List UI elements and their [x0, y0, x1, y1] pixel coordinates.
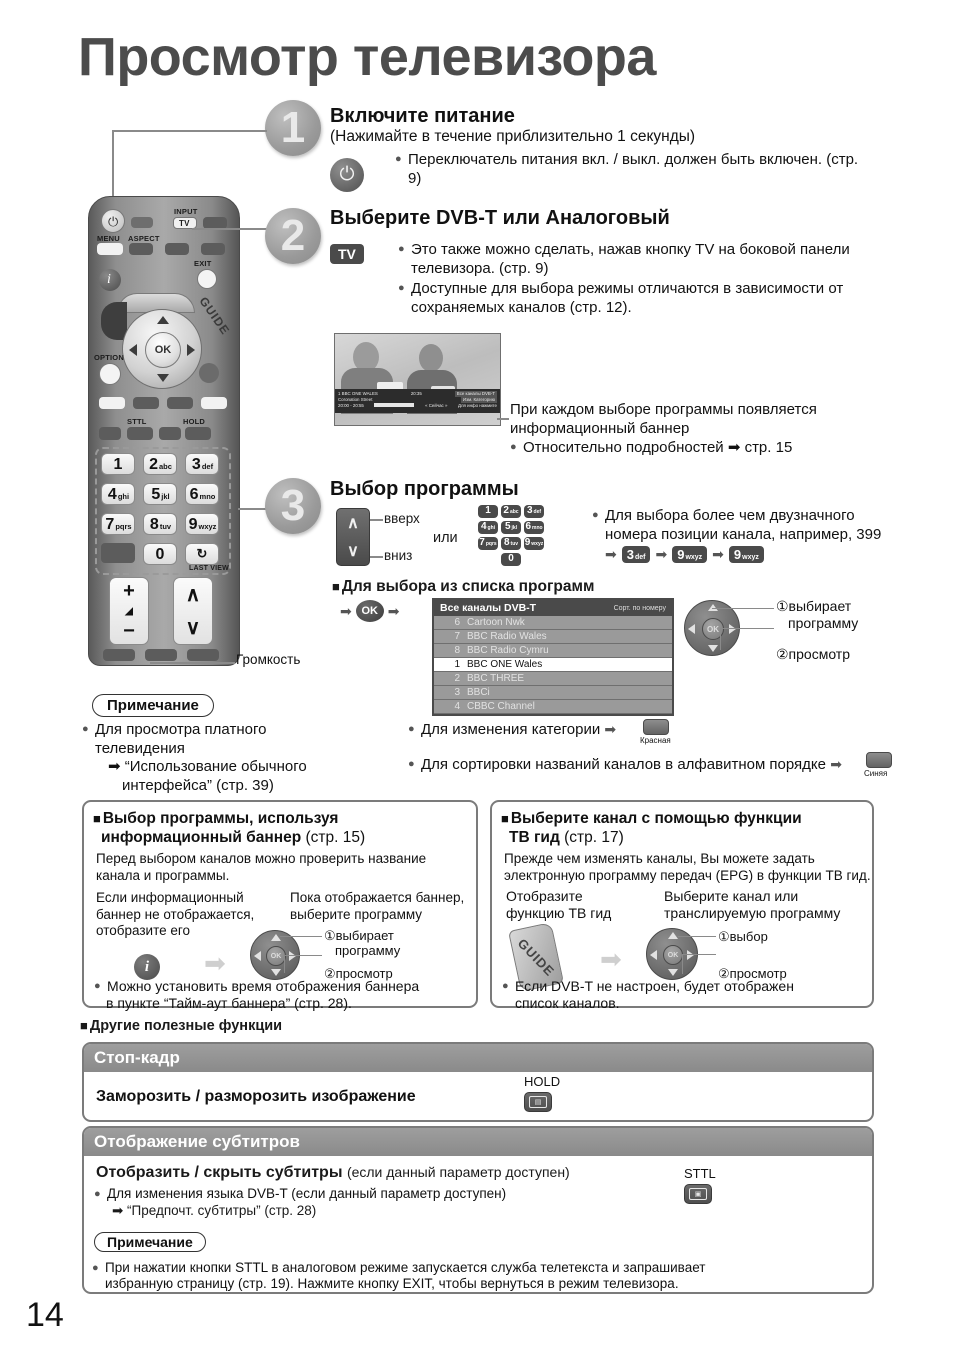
mini-key-8[interactable]: 8 tuv: [501, 537, 521, 550]
section-freeze-title: Стоп-кадр: [84, 1044, 872, 1072]
step-3-heading: Выбор программы: [330, 478, 519, 500]
ok-button-icon[interactable]: OK: [356, 600, 384, 622]
volume-icon: ◢: [125, 605, 133, 617]
table-row[interactable]: [434, 686, 672, 700]
remote-color-key-2[interactable]: [133, 397, 159, 409]
sttl-key-caption: STTL: [684, 1166, 716, 1181]
banner-note-line-2: информационный баннер: [510, 420, 690, 437]
connector-volume: [150, 662, 235, 664]
step-3-badge: 3: [265, 478, 321, 534]
note-left-sub-1: ➡ “Использование обычного: [108, 758, 307, 775]
remote-tv-label: TV: [179, 219, 190, 228]
multidigit-key-sequence: [605, 546, 764, 563]
dpad-ok-button[interactable]: OK: [145, 332, 181, 368]
tv-key-label: TV: [330, 244, 364, 264]
banner-now: « Сейчас »: [425, 403, 448, 408]
banner-info-hint: Для инфо нажмите: [458, 403, 497, 408]
mini-key-9[interactable]: 9 wxyz: [524, 537, 544, 548]
remote-bottom-key-3[interactable]: [187, 649, 219, 661]
arrow-icon: ➡: [387, 602, 400, 619]
remote-option-button[interactable]: [99, 363, 121, 385]
seq-key-9b[interactable]: 9 $_{wxyz}$: [729, 546, 764, 563]
arrow-icon: ➡: [204, 948, 226, 978]
dpad-left-icon[interactable]: [688, 624, 695, 634]
subtitles-bullets: ● Для изменения языка DVB-T (если данный параметр доступен): [94, 1186, 694, 1203]
box-banner-info-icon[interactable]: [134, 954, 160, 980]
remote-volume-button[interactable]: [109, 577, 149, 645]
row-name: BBC ONE Wales: [467, 659, 543, 670]
step-1-bullet-1: ● Переключатель питания вкл. / выкл. должен быть включен. (стр. 9): [395, 150, 875, 188]
dpad-down-icon[interactable]: [271, 969, 281, 976]
row-number: 7: [454, 631, 460, 642]
dpad-up-icon[interactable]: [668, 932, 678, 939]
key-digit: 0: [155, 546, 165, 563]
dpad-ok-button[interactable]: OK: [266, 946, 286, 966]
page-title: Просмотр телевизора: [78, 27, 656, 87]
remote-key-9[interactable]: [185, 513, 219, 535]
banner-time: 20:35: [410, 391, 422, 396]
seq-key-9a[interactable]: 9 $_{wxyz}$: [672, 546, 707, 563]
subtitles-note-title: Примечание: [94, 1232, 206, 1252]
remote-control: [88, 196, 240, 666]
step-3-or-label: или: [433, 530, 458, 546]
key-digit: 8: [149, 516, 159, 533]
channel-down-arrow-icon[interactable]: ∨: [347, 543, 359, 560]
step-3-list-heading: ■ Для выбора из списка программ: [332, 578, 594, 596]
remote-option-label: OPTION: [94, 353, 124, 362]
row-number: 3: [454, 687, 460, 698]
remote-unlabeled-3[interactable]: [165, 243, 189, 255]
channel-updown-key[interactable]: [336, 508, 370, 566]
banner-program: Coronation Street: [338, 397, 373, 402]
step-1-heading: Включите питание: [330, 105, 515, 127]
table-row[interactable]: [434, 672, 672, 686]
section-subtitles: [82, 1126, 874, 1294]
channel-list-sort: Сорт. по номеру: [613, 604, 666, 612]
step-1-subheading: (Нажимайте в течение приблизительно 1 секунды): [330, 128, 696, 145]
dpad-up-icon[interactable]: [157, 316, 169, 324]
box-banner-callout-1: ①выбирает программу: [324, 928, 401, 958]
section-subtitles-row: [84, 1156, 872, 1290]
subtitles-subbullet: ➡ “Предпочт. субтитры” (стр. 28): [112, 1203, 317, 1218]
channel-list-title: Все каналы DVB-T: [440, 602, 537, 614]
mini-key-5[interactable]: 5 jkl: [501, 521, 521, 534]
remote-key-7[interactable]: [101, 513, 135, 535]
tv-screenshot: [334, 333, 501, 426]
banner-note-line-1: При каждом выборе программы появляется: [510, 401, 817, 418]
remote-unlabeled-7[interactable]: [159, 427, 181, 440]
row-number: 2: [454, 673, 460, 684]
section-freeze: [82, 1042, 874, 1122]
table-row[interactable]: [434, 644, 672, 658]
key-sub: tuv: [159, 522, 172, 531]
other-functions-heading: ■ Другие полезные функции: [80, 1018, 282, 1034]
dpad-down-icon[interactable]: [668, 969, 678, 976]
remote-last-view-label: LAST VIEW: [189, 565, 229, 572]
seq-key-3[interactable]: 3 $_{def}$: [622, 546, 651, 563]
freeze-label: Заморозить / разморозить изображение: [96, 1088, 416, 1105]
channel-list[interactable]: [432, 598, 674, 716]
step-3-callout-2: ②просмотр: [776, 646, 851, 662]
step-2-tv-key: [330, 244, 364, 264]
red-color-key-label: Красная: [640, 736, 671, 745]
key-sub: def: [201, 462, 214, 471]
remote-color-key-4[interactable]: [201, 397, 227, 409]
remote-sttl-label: STTL: [127, 417, 147, 426]
arrow-icon: ➡: [712, 546, 724, 562]
mini-key-3[interactable]: 3 def: [524, 505, 544, 518]
key-digit: 7: [105, 516, 115, 533]
row-number: 1: [454, 659, 460, 670]
remote-key-8[interactable]: [143, 513, 177, 535]
key-sub: jkl: [161, 492, 170, 501]
volume-down-icon[interactable]: −: [123, 619, 135, 642]
note-left-sub: [108, 757, 358, 795]
remote-key-2[interactable]: [143, 453, 177, 475]
sttl-key-icon[interactable]: ▣: [684, 1184, 712, 1204]
key-digit: 1: [113, 456, 123, 473]
banner-note-bullets: [510, 438, 900, 458]
subtitles-note-body: ● При нажатии кнопки STTL в аналоговом режиме запускается служба телетекста и запрашивает избранную страницу (стр. 19). Нажмите кнопку EXIT, чтобы вернуться в режим телевизора.: [92, 1260, 852, 1293]
banner-timespan: 20:00 - 20:55: [338, 403, 364, 408]
power-icon: ⏻: [330, 158, 364, 192]
step-2-bullet-2: ● Доступные для выбора режимы отличаются в зависимости от сохраняемых каналов (стр. 12).: [398, 279, 888, 317]
key-sub: pqrs: [115, 522, 132, 531]
remote-key-6[interactable]: [185, 483, 219, 505]
remote-hold-label: HOLD: [183, 417, 206, 426]
note-left-sub-2: интерфейса” (стр. 39): [122, 777, 274, 794]
dpad-down-icon[interactable]: [157, 374, 169, 382]
channel-up-arrow-icon[interactable]: ∧: [347, 515, 359, 532]
dpad-ok-button[interactable]: OK: [663, 945, 683, 965]
mini-key-0[interactable]: 0: [501, 553, 521, 566]
step-2-badge: 2: [265, 208, 321, 264]
remote-unlabeled-1[interactable]: [131, 217, 153, 228]
guide-button-label: GUIDE: [514, 935, 558, 979]
remote-side-strip: [101, 302, 127, 340]
note-left-line-1: ● Для просмотра платного телевидения: [82, 720, 332, 758]
multidigit-line-2: номера позиции канала, например, 399: [605, 526, 882, 543]
mini-key-2[interactable]: 2 abc: [501, 505, 521, 518]
step-2-bullet-1: ● Это также можно сделать, нажав кнопку TV на боковой панели телевизора. (стр. 9): [398, 240, 888, 278]
box-guide-intro: Прежде чем изменять каналы, Вы можете задать электронную программу передач (EPG) в функции ТВ гид.: [504, 851, 871, 883]
row-number: 6: [454, 617, 460, 628]
mini-key-1[interactable]: 1: [478, 505, 498, 518]
row-number: 4: [454, 701, 460, 712]
box-guide-bullet: ● Если DVB-T не настроен, будет отображен список каналов.: [502, 978, 872, 1013]
remote-last-view-button[interactable]: [185, 543, 219, 565]
box-guide-heading: ■ Выберите канал с помощью функции ТВ гид (стр. 17): [501, 809, 872, 847]
remote-unlabeled-4[interactable]: [201, 243, 225, 255]
dpad-left-icon[interactable]: [129, 344, 137, 356]
volume-caption: Громкость: [236, 652, 301, 667]
category-change-text: ● Для изменения категории ➡: [408, 720, 688, 739]
remote-guide-label: GUIDE: [196, 294, 233, 338]
arrow-icon: ➡: [605, 546, 617, 562]
info-icon: i: [134, 954, 160, 980]
dpad-right-icon[interactable]: [187, 344, 195, 356]
box-banner-selection: [82, 800, 478, 1011]
remote-exit-button[interactable]: [197, 269, 217, 289]
dpad-left-icon[interactable]: [254, 951, 261, 961]
remote-aspect-label: ASPECT: [128, 234, 160, 243]
remote-key-0[interactable]: [143, 543, 177, 565]
banner-category: Изм. Категорию: [462, 397, 495, 402]
remote-bottom-key-1[interactable]: [103, 649, 135, 661]
subtitles-label: Отобразить / скрыть субтитры (если данный параметр доступен): [96, 1164, 570, 1181]
step-3-up-label: вверх: [384, 511, 420, 526]
banner-right-label: Все каналы DVB-T: [456, 391, 495, 396]
blue-color-key[interactable]: [866, 752, 892, 768]
last-view-icon: ↻: [196, 546, 208, 561]
dpad-ok-button[interactable]: OK: [702, 618, 724, 640]
blue-color-key-label: Синяя: [864, 769, 888, 778]
remote-key-3[interactable]: [185, 453, 219, 475]
box-banner-bullet: ● Можно установить время отображения баннера в пункте “Тайм-аут баннера” (стр. 28).: [94, 978, 474, 1013]
connector-step2: [192, 228, 270, 230]
note-left-title: Примечание: [92, 694, 214, 717]
note-left-body: [82, 720, 332, 759]
step-3-down-label: вниз: [384, 548, 413, 563]
remote-bottom-key-2[interactable]: [145, 649, 177, 661]
step-3-mini-numpad: [478, 505, 544, 566]
key-digit: 9: [188, 516, 198, 533]
step-2-heading: Выберите DVB-T или Аналоговый: [330, 207, 670, 229]
channel-list-header: [434, 600, 672, 616]
key-sub: mno: [199, 492, 216, 501]
page-number: 14: [26, 1296, 64, 1334]
remote-aspect-button[interactable]: [129, 243, 153, 255]
box-guide-callout-2: ②просмотр: [718, 966, 787, 981]
box-banner-left-text: Если информационный баннер не отображается, отобразите его: [96, 890, 255, 938]
mini-key-6[interactable]: 6 mno: [525, 521, 543, 532]
sort-text: ● Для сортировки названий каналов в алфавитном порядке ➡: [408, 755, 878, 774]
tv-info-banner: [335, 389, 500, 413]
mini-key-7[interactable]: 7 pqrs: [479, 537, 497, 548]
remote-sttl-button[interactable]: [127, 427, 153, 440]
hold-key-icon[interactable]: ▤: [524, 1092, 552, 1112]
sort-line: [408, 755, 878, 775]
remote-menu-label: MENU: [97, 234, 120, 243]
key-sub: ghi: [117, 492, 130, 501]
channel-down-icon[interactable]: ∨: [185, 617, 201, 639]
dpad-down-icon[interactable]: [708, 645, 718, 652]
remote-key-5[interactable]: [143, 483, 177, 505]
connector-banner: [497, 418, 509, 420]
volume-up-icon[interactable]: +: [123, 579, 135, 602]
power-glyph-icon: ⏻: [108, 214, 119, 229]
banner-note-bullet: ● Относительно подробностей ➡ стр. 15: [510, 438, 900, 457]
remote-exit-label: EXIT: [194, 259, 212, 268]
hold-key-caption: HOLD: [524, 1074, 561, 1089]
row-name: CBBC Channel: [467, 701, 535, 712]
box-banner-callout-2: ②просмотр: [324, 966, 393, 981]
remote-hold-button[interactable]: [185, 427, 211, 440]
row-number: 8: [454, 645, 460, 656]
table-row[interactable]: [434, 630, 672, 644]
arrow-icon: ➡: [340, 602, 352, 619]
key-sub: abc: [158, 462, 172, 471]
step-1-bullets: [395, 150, 875, 189]
step-3-callout-1: ①выбирает программу: [776, 598, 859, 631]
channel-up-icon[interactable]: ∧: [185, 584, 201, 606]
key-digit: 5: [151, 486, 161, 503]
remote-key-1[interactable]: [101, 453, 135, 475]
remote-dpad[interactable]: [122, 309, 202, 389]
key-digit: 3: [191, 456, 201, 473]
row-name: BBC THREE: [467, 673, 525, 684]
step-1-badge: 1: [265, 100, 321, 156]
step-3-multidigit: [592, 506, 902, 526]
section-freeze-row: [84, 1072, 872, 1120]
banner-channel: 1 BBC ONE WALES: [338, 391, 378, 396]
multidigit-line-1: ● Для выбора более чем двузначного: [592, 506, 902, 525]
dpad-left-icon[interactable]: [650, 950, 657, 960]
box-guide-right-text: Выберите канал или транслируемую программу: [664, 888, 841, 921]
row-name: BBC Radio Wales: [467, 631, 547, 642]
table-row-selected[interactable]: [434, 658, 672, 672]
box-guide-left-text: Отобразите функцию ТВ гид: [506, 888, 612, 921]
row-name: BBC Radio Cymru: [467, 645, 549, 656]
arrow-icon: ➡: [600, 944, 622, 974]
box-tv-guide: [490, 800, 874, 1011]
key-digit: 6: [189, 486, 199, 503]
connector-step1-h: [112, 130, 267, 132]
section-subtitles-title: Отображение субтитров: [84, 1128, 872, 1156]
arrow-icon: ➡: [655, 546, 668, 562]
step-2-bullets: [398, 240, 888, 318]
remote-menu-button[interactable]: [97, 243, 123, 255]
remote-color-key-3[interactable]: [167, 397, 193, 409]
remote-input-label: INPUT: [174, 207, 198, 216]
remote-channel-button[interactable]: [173, 577, 213, 645]
key-digit: 2: [149, 456, 158, 473]
mini-key-4[interactable]: 4 ghi: [478, 521, 498, 534]
remote-unlabeled-8[interactable]: [101, 543, 135, 563]
remote-unlabeled-6[interactable]: [99, 427, 121, 440]
ok-sequence: [340, 600, 399, 622]
red-color-key[interactable]: [643, 719, 669, 735]
row-name: Cartoon Nwk: [467, 617, 525, 628]
box-banner-heading: ■ Выбор программы, используя информационный баннер (стр. 15): [93, 809, 476, 847]
remote-color-key-1[interactable]: [99, 397, 125, 409]
banner-note: [510, 400, 900, 438]
info-icon: i: [107, 272, 111, 287]
key-sub: wxyz: [198, 522, 217, 531]
row-name: BBCi: [467, 687, 490, 698]
box-guide-callout-1: ①выбор: [718, 929, 768, 944]
remote-unlabeled-5[interactable]: [199, 363, 219, 383]
key-digit: 4: [107, 486, 117, 503]
box-banner-intro: Перед выбором каналов можно проверить название канала и программы.: [96, 851, 427, 883]
table-row[interactable]: [434, 616, 672, 630]
table-row[interactable]: [434, 700, 672, 714]
remote-key-4[interactable]: [101, 483, 135, 505]
box-banner-right-text: Пока отображается баннер, выберите программу: [290, 890, 465, 922]
